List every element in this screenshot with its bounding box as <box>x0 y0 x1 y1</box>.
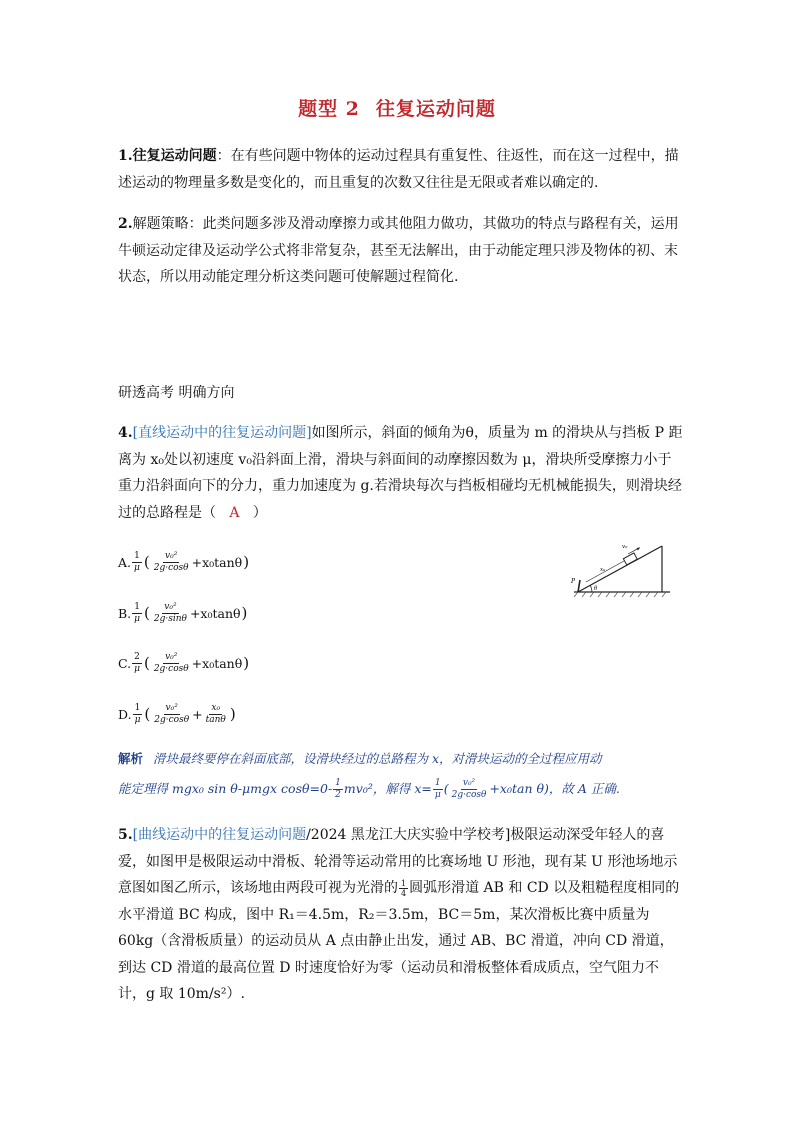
q5-tag: [曲线运动中的往复运动问题 <box>132 827 307 843</box>
option-d-tail-num: x₀ <box>211 702 221 713</box>
option-b-var: μ <box>134 613 141 624</box>
label-p: P <box>571 578 576 585</box>
analysis-x-num: 1 <box>434 777 441 788</box>
analysis-x-den: μ <box>434 789 441 800</box>
option-b[interactable]: B. $\frac{1}{\mu}$ ( $\frac{\text{v₀²}}{2g\cdot\sin\theta}$ +x₀tanθ ) <box>118 601 248 624</box>
intro-2-text: 解题策略：此类问题多涉及滑动摩擦力或其他阻力做功，其做功的特点与路程有关，运用牛顿运动定律及运动学公式将非常复杂，甚至无法解出，由于动能定理只涉及物体的初、末状态，所以用动能定理分析这类问题可使解题过程简化. <box>118 216 679 285</box>
option-c-frac-den: 2g·cosθ <box>153 663 189 674</box>
label-x0: x₀ <box>600 567 606 573</box>
analysis-block <box>118 744 684 804</box>
analysis-line-2: 能定理得 mgx₀ sin θ-μmgx cosθ=0- $\frac{1}{2}$ mv₀²，解得 x= $\frac{1}{\mu}$ ( $\frac{\text{v₀²}}{2g\cdot\cos\theta}$ +x₀tan θ)，故 A 正确. <box>118 774 684 804</box>
title-main: 题型 2 <box>298 98 360 120</box>
incline-surface <box>578 546 662 592</box>
ground-hatching <box>574 592 666 597</box>
section-heading <box>118 380 684 407</box>
option-c-tail: +x₀tanθ <box>191 655 243 671</box>
option-a-frac-num: v₀² <box>165 550 178 561</box>
option-d-var: μ <box>134 714 141 725</box>
option-c-letter: C. <box>118 655 132 671</box>
q5-source: /2024 黑龙江大庆实验中学校考] <box>306 827 511 843</box>
option-a-coef: 1 <box>134 550 140 561</box>
option-d[interactable]: D. $\frac{1}{\mu}$ ( $\frac{\text{v₀²}}{2g\cdot\cos\theta}$ + $\frac{\text{x₀}}{\tan\theta}$ ) <box>118 702 236 725</box>
title-sub: 往复运动问题 <box>375 98 496 120</box>
option-a-tail: +x₀tanθ <box>191 554 243 570</box>
analysis-line-1-text: 滑块最终要停在斜面底部，设滑块经过的总路程为 x，对滑块运动的全过程应用动 <box>153 751 602 766</box>
analysis-line-1 <box>118 744 684 774</box>
option-b-coef: 1 <box>134 601 140 612</box>
analysis-tag: 解析 <box>118 751 144 766</box>
analysis-line-2b: mv₀²，解得 x= <box>343 781 432 796</box>
option-c[interactable]: C. $\frac{2}{\mu}$ ( $\frac{\text{v₀²}}{2g\cdot\cos\theta}$ +x₀tanθ ) <box>118 651 250 674</box>
intro-paragraph-2 <box>118 211 684 291</box>
q4-tag: [直线运动中的往复运动问题] <box>132 425 312 441</box>
option-d-frac-den: 2g·cosθ <box>154 714 190 725</box>
option-b-letter: B. <box>118 605 132 621</box>
option-b-tail: +x₀tanθ <box>189 605 241 621</box>
label-v0: v₀ <box>622 544 628 550</box>
analysis-line-2a: 能定理得 mgx₀ sin θ-μmgx cosθ=0- <box>118 781 333 796</box>
incline-diagram <box>566 540 676 598</box>
angle-arc <box>590 585 592 592</box>
intro-1-text: ：在有些问题中物体的运动过程具有重复性、往返性，而在这一过程中，描述运动的物理量多数是变化的，而且重复的次数又往往是无限或者难以确定的. <box>118 148 679 191</box>
option-d-coef: 1 <box>134 702 141 713</box>
analysis-x-frac-num: v₀² <box>462 777 476 788</box>
analysis-half-den: 2 <box>335 789 341 800</box>
option-b-frac-num: v₀² <box>164 601 177 612</box>
q5-number: 5. <box>118 827 133 843</box>
q4-number: 4. <box>118 425 133 441</box>
section-heading-text: 研透高考 明确方向 <box>118 385 235 401</box>
q5-text-2: 圆弧形滑道 AB 和 CD 以及粗糙程度相同的水平滑道 BC 构成，图中 R₁＝4.5m，R₂＝3.5m，BC＝5m，某次滑板比赛中质量为 60kg（含滑板质量）的运动员从 A 点由静止出发，通过 AB、BC 滑道，冲向 CD 滑道，到达 CD 滑道的最高位置 D 时速度恰好为零（运动员和滑板整体看成质点，空气阻力不计，g 取 10m/s²）. <box>118 880 680 1002</box>
analysis-line-2c: +x₀tan θ)，故 A 正确. <box>489 781 620 796</box>
option-c-var: μ <box>134 663 140 674</box>
intro-1-label: 1.往复运动问题 <box>118 148 217 164</box>
option-d-tail-den: tanθ <box>205 714 226 725</box>
slider-block <box>623 553 637 565</box>
analysis-half-num: 1 <box>335 777 341 788</box>
barrier-p <box>578 580 580 592</box>
option-d-frac-num: v₀² <box>165 702 178 713</box>
q5-quarter-fraction <box>399 879 408 898</box>
q5-quarter-num: 1 <box>401 878 407 888</box>
question-4 <box>118 420 684 526</box>
page-title <box>0 94 794 121</box>
option-a-var: μ <box>134 562 140 573</box>
option-b-frac-den: 2g·sinθ <box>153 613 187 624</box>
option-a[interactable]: A. $\frac{1}{\mu}$ ( $\frac{\text{v₀²}}{2g\cdot\cos\theta}$ +x₀tanθ ) <box>118 550 250 573</box>
q4-answer: A <box>229 504 240 521</box>
option-a-frac-den: 2g·cosθ <box>153 562 189 573</box>
q4-close: ） <box>252 504 267 521</box>
intro-2-label: 2. <box>118 216 133 232</box>
q5-text-1: 极限运动深受年轻人的喜爱，如图甲是极限运动中滑板、轮滑等运动常用的比赛场地 U 形池，现有某 U 形池场地示意图如图乙所示，该场地由两段可视为光滑的 <box>118 827 678 896</box>
q5-quarter-den: 4 <box>401 888 407 898</box>
option-d-letter: D. <box>118 706 132 722</box>
question-5 <box>118 822 684 1008</box>
label-theta: θ <box>594 586 598 592</box>
analysis-x-frac-den: 2g·cosθ <box>451 789 487 800</box>
option-c-frac-num: v₀² <box>165 651 178 662</box>
intro-paragraph-1 <box>118 143 684 196</box>
q4-text: 如图所示，斜面的倾角为θ，质量为 m 的滑块从与挡板 P 距离为 x₀处以初速度 v₀沿斜面上滑，滑块与斜面间的动摩擦因数为 μ，滑块所受摩擦力小于重力沿斜面向下的分力，重力加速度为 g.若滑块每次与挡板相碰均无机械能损失，则滑块经过的总路程是（ <box>118 425 683 521</box>
option-c-coef: 2 <box>134 651 140 662</box>
option-a-letter: A. <box>118 554 132 570</box>
